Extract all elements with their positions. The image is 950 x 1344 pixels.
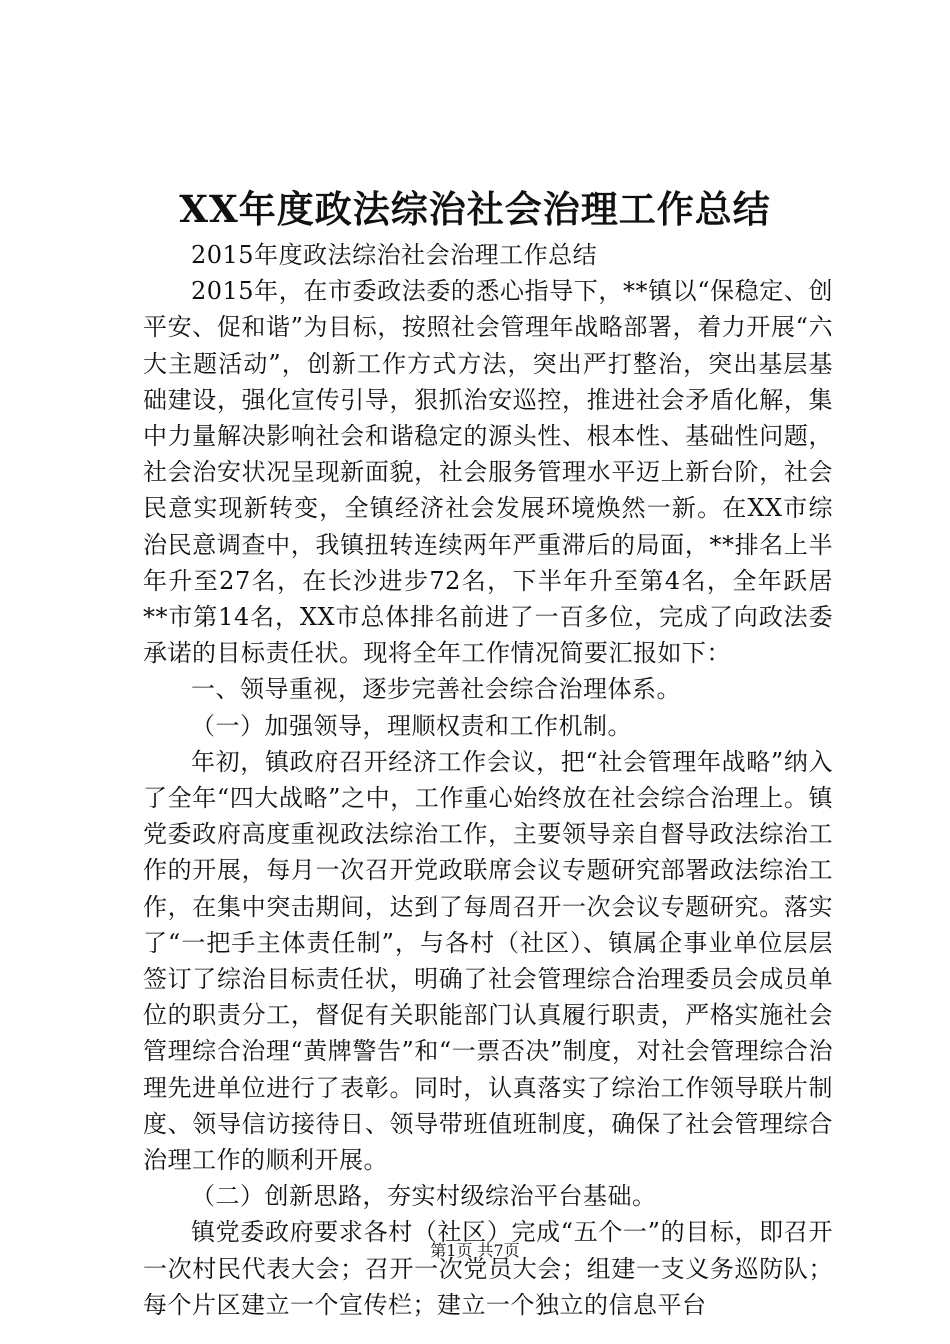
subsection-heading-2: （二）创新思路，夯实村级综治平台基础。 <box>191 1182 657 1211</box>
subsection-heading-1: （一）加强领导，理顺权责和工作机制。 <box>191 711 632 740</box>
document-body <box>143 237 833 1323</box>
page-number-footer: 第1页 共7页 <box>430 1241 520 1260</box>
body-paragraph-2: 镇党委政府要求各村（社区）完成“五个一”的目标，即召开一次村民代表大会；召开一次党员大会；组建一支义务巡防队；每个片区建立一个宣传栏；建立一个独立的信息平台 <box>143 1218 833 1319</box>
body-paragraph-1: 年初，镇政府召开经济工作会议，把“社会管理年战略”纳入了全年“四大战略”之中，工作重心始终放在社会综合治理上。镇党委政府高度重视政法综治工作，主要领导亲自督导政法综治工作的开展，每月一次召开党政联席会议专题研究部署政法综治工作，在集中突击期间，达到了每周召开一次会议专题研究。落实了“一把手主体责任制”，与各村（社区）、镇属企事业单位层层签订了综治目标责任状，明确了社会管理综合治理委员会成员单位的职责分工，督促有关职能部门认真履行职责，严格实施社会管理综合治理“黄牌警告”和“一票否决”制度，对社会管理综合治理先进单位进行了表彰。同时，认真落实了综治工作领导联片制度、领导信访接待日、领导带班值班制度，确保了社会管理综合治理工作的顺利开展。 <box>143 747 833 1175</box>
subtitle-paragraph: 2015年度政法综治社会治理工作总结 <box>191 241 598 269</box>
section-heading-1: 一、领导重视，逐步完善社会综合治理体系。 <box>191 675 681 704</box>
document-title: XX年度政法综治社会治理工作总结 <box>179 187 771 231</box>
intro-paragraph: 2015年，在市委政法委的悉心指导下，**镇以“保稳定、创平安、促和谐”为目标，按照社会管理年战略部署，着力开展“六大主题活动”，创新工作方式方法，突出严打整治，突出基层基础建设，强化宣传引导，狠抓治安巡控，推进社会矛盾化解，集中力量解决影响社会和谐稳定的源头性、根本性、基础性问题，社会治安状况呈现新面貌，社会服务管理水平迈上新台阶，社会民意实现新转变，全镇经济社会发展环境焕然一新。在XX市综治民意调查中，我镇扭转连续两年严重滞后的局面，**排名上半年升至27名，在长沙进步72名，下半年升至第4名，全年跃居**市第14名，XX市总体排名前进了一百多位，完成了向政法委承诺的目标责任状。现将全年工作情况简要汇报如下： <box>143 277 833 668</box>
